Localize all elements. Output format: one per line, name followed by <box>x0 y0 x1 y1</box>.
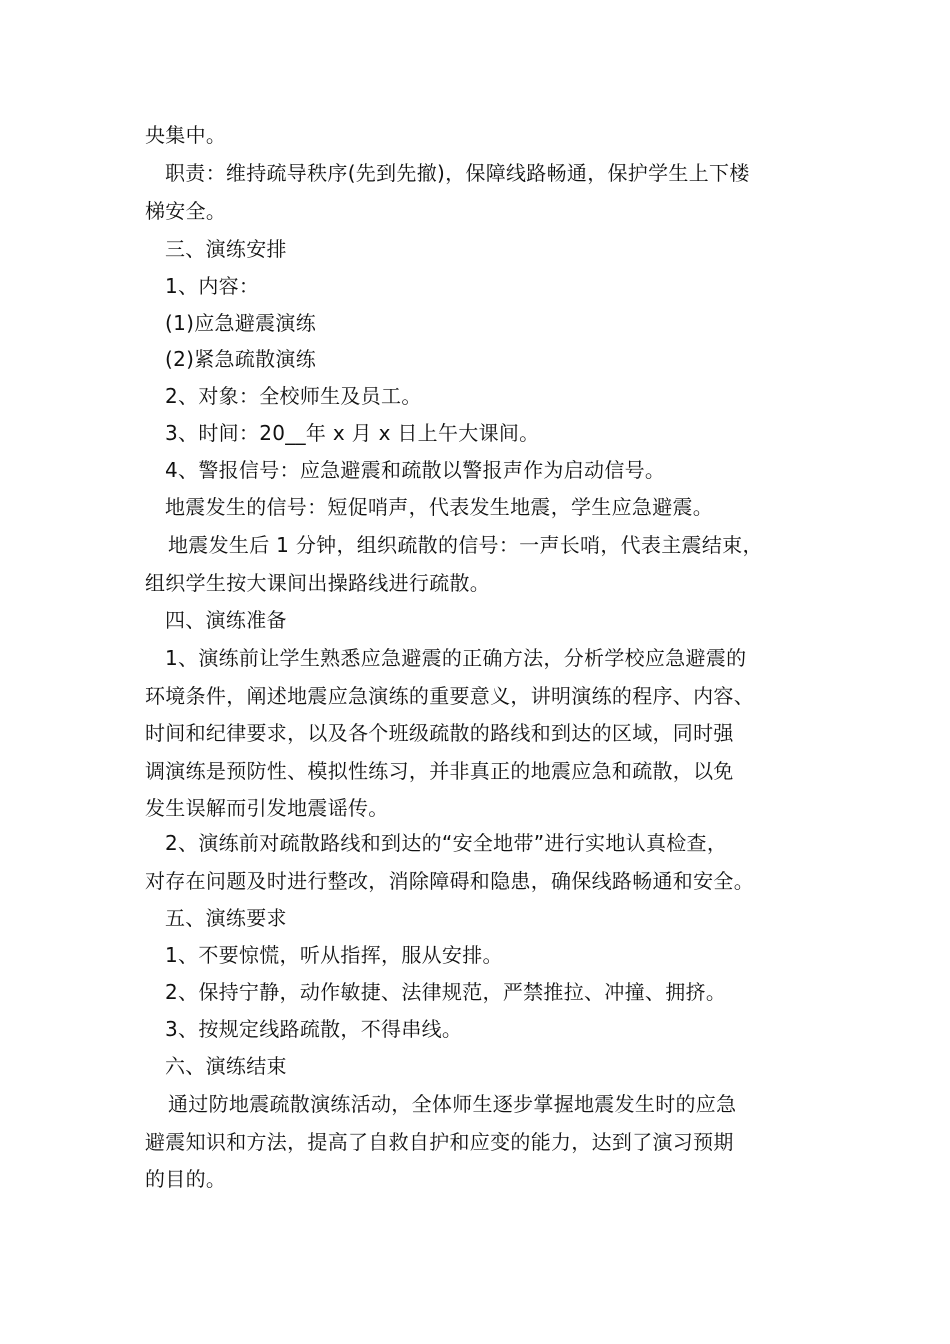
text-line: 3、时间：20__年 x 月 x 日上午大课间。 <box>165 421 540 445</box>
text-line: 2、对象：全校师生及员工。 <box>165 384 422 408</box>
text-line: 1、内容： <box>165 274 260 298</box>
text-line: 地震发生后 1 分钟，组织疏散的信号：一声长哨，代表主震结束， <box>168 533 763 557</box>
text-line: 梯安全。 <box>145 199 227 223</box>
text-line: 2、演练前对疏散路线和到达的“安全地带”进行实地认真检查， <box>165 831 728 855</box>
section-heading: 六、演练结束 <box>165 1054 287 1078</box>
text-line: 职责：维持疏导秩序(先到先撤)，保障线路畅通，保护学生上下楼 <box>165 161 750 185</box>
text-line: 的目的。 <box>145 1167 227 1191</box>
section-heading: 五、演练要求 <box>165 906 287 930</box>
text-line: (2)紧急疏散演练 <box>165 347 317 371</box>
text-line: 地震发生的信号：短促哨声，代表发生地震，学生应急避震。 <box>165 495 714 519</box>
section-heading: 四、演练准备 <box>165 608 287 632</box>
text-line: 调演练是预防性、模拟性练习，并非真正的地震应急和疏散，以免 <box>145 759 734 783</box>
text-line: 组织学生按大课间出操路线进行疏散。 <box>145 571 491 595</box>
section-heading: 三、演练安排 <box>165 237 287 261</box>
text-line: 央集中。 <box>145 123 227 147</box>
text-line: 避震知识和方法，提高了自救自护和应变的能力，达到了演习预期 <box>145 1130 734 1154</box>
text-line: 发生误解而引发地震谣传。 <box>145 796 389 820</box>
text-line: 对存在问题及时进行整改，消除障碍和隐患，确保线路畅通和安全。 <box>145 869 754 893</box>
text-line: 时间和纪律要求，以及各个班级疏散的路线和到达的区域，同时强 <box>145 721 734 745</box>
text-line: 通过防地震疏散演练活动，全体师生逐步掌握地震发生时的应急 <box>168 1092 737 1116</box>
text-line: 1、演练前让学生熟悉应急避震的正确方法，分析学校应急避震的 <box>165 646 747 670</box>
text-line: 2、保持宁静，动作敏捷、法律规范，严禁推拉、冲撞、拥挤。 <box>165 980 727 1004</box>
text-line: (1)应急避震演练 <box>165 311 317 335</box>
text-line: 4、警报信号：应急避震和疏散以警报声作为启动信号。 <box>165 458 666 482</box>
text-line: 1、不要惊慌，听从指挥，服从安排。 <box>165 943 503 967</box>
text-line: 3、按规定线路疏散，不得串线。 <box>165 1017 463 1041</box>
text-line: 环境条件，阐述地震应急演练的重要意义，讲明演练的程序、内容、 <box>145 684 754 708</box>
